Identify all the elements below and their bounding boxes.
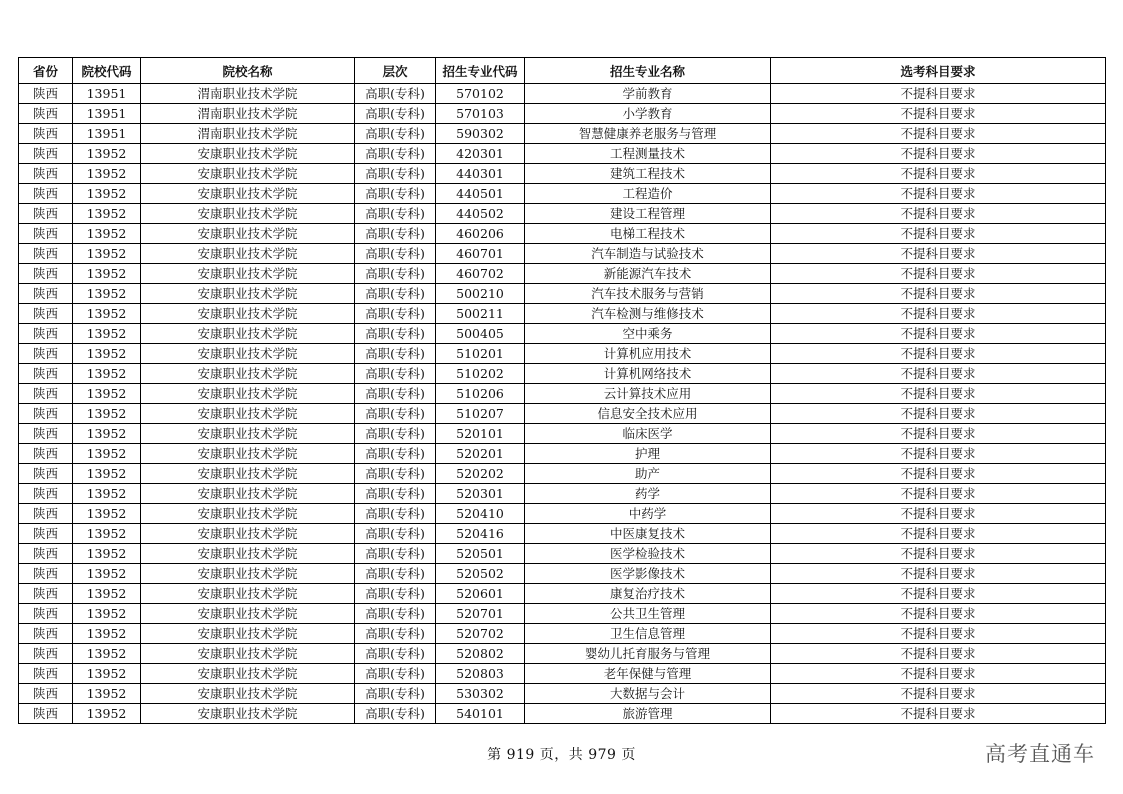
cell-school-code: 13952 [73, 664, 141, 684]
cell-school-name: 安康职业技术学院 [141, 464, 355, 484]
cell-major-code: 590302 [436, 124, 525, 144]
cell-major-code: 520201 [436, 444, 525, 464]
cell-level: 高职(专科) [355, 564, 436, 584]
cell-subject-requirement: 不提科目要求 [771, 264, 1106, 284]
cell-school-code: 13952 [73, 284, 141, 304]
cell-school-code: 13952 [73, 344, 141, 364]
cell-school-name: 安康职业技术学院 [141, 284, 355, 304]
cell-major-name: 医学检验技术 [525, 544, 771, 564]
cell-major-code: 520702 [436, 624, 525, 644]
cell-school-name: 安康职业技术学院 [141, 604, 355, 624]
cell-school-name: 安康职业技术学院 [141, 504, 355, 524]
cell-major-code: 520502 [436, 564, 525, 584]
table-row [19, 564, 1106, 584]
cell-subject-requirement: 不提科目要求 [771, 664, 1106, 684]
cell-subject-requirement: 不提科目要求 [771, 404, 1106, 424]
cell-major-name: 婴幼儿托育服务与管理 [525, 644, 771, 664]
cell-major-name: 中医康复技术 [525, 524, 771, 544]
cell-school-code: 13952 [73, 184, 141, 204]
cell-level: 高职(专科) [355, 684, 436, 704]
cell-subject-requirement: 不提科目要求 [771, 464, 1106, 484]
cell-major-name: 老年保健与管理 [525, 664, 771, 684]
table-row [19, 604, 1106, 624]
cell-major-name: 康复治疗技术 [525, 584, 771, 604]
cell-school-code: 13952 [73, 464, 141, 484]
cell-major-code: 530302 [436, 684, 525, 704]
cell-major-name: 信息安全技术应用 [525, 404, 771, 424]
cell-major-name: 药学 [525, 484, 771, 504]
cell-level: 高职(专科) [355, 624, 436, 644]
cell-major-name: 大数据与会计 [525, 684, 771, 704]
cell-school-name: 安康职业技术学院 [141, 484, 355, 504]
cell-major-name: 汽车制造与试验技术 [525, 244, 771, 264]
header-major-name: 招生专业名称 [525, 58, 771, 84]
cell-level: 高职(专科) [355, 364, 436, 384]
cell-level: 高职(专科) [355, 184, 436, 204]
cell-level: 高职(专科) [355, 164, 436, 184]
cell-province: 陕西 [19, 304, 73, 324]
table-row [19, 544, 1106, 564]
admissions-table [18, 57, 1106, 724]
cell-subject-requirement: 不提科目要求 [771, 544, 1106, 564]
table-row [19, 664, 1106, 684]
cell-major-name: 智慧健康养老服务与管理 [525, 124, 771, 144]
cell-province: 陕西 [19, 244, 73, 264]
table-row [19, 464, 1106, 484]
cell-subject-requirement: 不提科目要求 [771, 504, 1106, 524]
cell-province: 陕西 [19, 124, 73, 144]
cell-level: 高职(专科) [355, 304, 436, 324]
table-row [19, 364, 1106, 384]
cell-school-code: 13952 [73, 324, 141, 344]
cell-major-code: 460206 [436, 224, 525, 244]
cell-school-code: 13952 [73, 424, 141, 444]
cell-major-name: 工程测量技术 [525, 144, 771, 164]
cell-subject-requirement: 不提科目要求 [771, 644, 1106, 664]
cell-province: 陕西 [19, 344, 73, 364]
cell-level: 高职(专科) [355, 504, 436, 524]
cell-province: 陕西 [19, 164, 73, 184]
cell-level: 高职(专科) [355, 664, 436, 684]
cell-school-name: 安康职业技术学院 [141, 564, 355, 584]
cell-major-code: 520501 [436, 544, 525, 564]
cell-major-code: 520101 [436, 424, 525, 444]
cell-province: 陕西 [19, 604, 73, 624]
cell-school-code: 13952 [73, 224, 141, 244]
cell-province: 陕西 [19, 544, 73, 564]
cell-level: 高职(专科) [355, 524, 436, 544]
cell-school-code: 13952 [73, 524, 141, 544]
table-row [19, 164, 1106, 184]
table-row [19, 504, 1106, 524]
cell-school-name: 安康职业技术学院 [141, 444, 355, 464]
cell-major-name: 助产 [525, 464, 771, 484]
cell-major-code: 510206 [436, 384, 525, 404]
cell-school-name: 安康职业技术学院 [141, 264, 355, 284]
cell-major-code: 510201 [436, 344, 525, 364]
cell-major-code: 520416 [436, 524, 525, 544]
cell-major-code: 510207 [436, 404, 525, 424]
cell-province: 陕西 [19, 464, 73, 484]
cell-level: 高职(专科) [355, 424, 436, 444]
cell-major-name: 电梯工程技术 [525, 224, 771, 244]
table-row [19, 344, 1106, 364]
cell-school-name: 安康职业技术学院 [141, 544, 355, 564]
cell-school-code: 13952 [73, 264, 141, 284]
cell-province: 陕西 [19, 84, 73, 104]
cell-major-code: 440301 [436, 164, 525, 184]
cell-level: 高职(专科) [355, 704, 436, 724]
cell-province: 陕西 [19, 484, 73, 504]
cell-school-name: 安康职业技术学院 [141, 524, 355, 544]
cell-province: 陕西 [19, 644, 73, 664]
table-row [19, 204, 1106, 224]
cell-school-code: 13952 [73, 644, 141, 664]
cell-subject-requirement: 不提科目要求 [771, 124, 1106, 144]
table-row [19, 244, 1106, 264]
cell-major-code: 540101 [436, 704, 525, 724]
cell-school-name: 安康职业技术学院 [141, 324, 355, 344]
cell-school-code: 13952 [73, 384, 141, 404]
cell-subject-requirement: 不提科目要求 [771, 604, 1106, 624]
cell-major-code: 570103 [436, 104, 525, 124]
header-province: 省份 [19, 58, 73, 84]
cell-major-name: 旅游管理 [525, 704, 771, 724]
cell-major-name: 医学影像技术 [525, 564, 771, 584]
table-row [19, 184, 1106, 204]
table-header-row [19, 58, 1106, 84]
cell-subject-requirement: 不提科目要求 [771, 84, 1106, 104]
cell-school-code: 13952 [73, 364, 141, 384]
header-subject-requirement: 选考科目要求 [771, 58, 1106, 84]
cell-province: 陕西 [19, 364, 73, 384]
cell-level: 高职(专科) [355, 584, 436, 604]
cell-major-name: 中药学 [525, 504, 771, 524]
table-body [19, 84, 1106, 724]
cell-school-code: 13952 [73, 244, 141, 264]
cell-school-name: 安康职业技术学院 [141, 684, 355, 704]
cell-major-name: 护理 [525, 444, 771, 464]
table-row [19, 264, 1106, 284]
cell-school-name: 安康职业技术学院 [141, 344, 355, 364]
table-row [19, 224, 1106, 244]
cell-subject-requirement: 不提科目要求 [771, 684, 1106, 704]
cell-school-code: 13952 [73, 404, 141, 424]
header-school-name: 院校名称 [141, 58, 355, 84]
cell-school-code: 13951 [73, 104, 141, 124]
cell-level: 高职(专科) [355, 544, 436, 564]
cell-school-code: 13952 [73, 684, 141, 704]
table-row [19, 584, 1106, 604]
cell-province: 陕西 [19, 404, 73, 424]
cell-province: 陕西 [19, 184, 73, 204]
cell-subject-requirement: 不提科目要求 [771, 444, 1106, 464]
cell-major-name: 新能源汽车技术 [525, 264, 771, 284]
cell-level: 高职(专科) [355, 84, 436, 104]
cell-major-code: 520701 [436, 604, 525, 624]
cell-level: 高职(专科) [355, 324, 436, 344]
cell-subject-requirement: 不提科目要求 [771, 364, 1106, 384]
cell-major-code: 520802 [436, 644, 525, 664]
cell-province: 陕西 [19, 624, 73, 644]
cell-major-name: 计算机应用技术 [525, 344, 771, 364]
cell-school-name: 渭南职业技术学院 [141, 84, 355, 104]
table-row [19, 624, 1106, 644]
cell-major-code: 460701 [436, 244, 525, 264]
cell-school-name: 安康职业技术学院 [141, 384, 355, 404]
cell-school-code: 13952 [73, 504, 141, 524]
cell-major-name: 建筑工程技术 [525, 164, 771, 184]
cell-school-code: 13951 [73, 84, 141, 104]
cell-subject-requirement: 不提科目要求 [771, 104, 1106, 124]
cell-province: 陕西 [19, 684, 73, 704]
cell-major-code: 510202 [436, 364, 525, 384]
cell-level: 高职(专科) [355, 264, 436, 284]
cell-level: 高职(专科) [355, 284, 436, 304]
table-row [19, 84, 1106, 104]
cell-level: 高职(专科) [355, 224, 436, 244]
cell-subject-requirement: 不提科目要求 [771, 564, 1106, 584]
table-row [19, 324, 1106, 344]
cell-major-name: 工程造价 [525, 184, 771, 204]
cell-province: 陕西 [19, 204, 73, 224]
cell-major-name: 计算机网络技术 [525, 364, 771, 384]
cell-school-name: 安康职业技术学院 [141, 364, 355, 384]
cell-level: 高职(专科) [355, 464, 436, 484]
table-row [19, 704, 1106, 724]
cell-major-name: 云计算技术应用 [525, 384, 771, 404]
cell-school-code: 13951 [73, 124, 141, 144]
cell-school-name: 渭南职业技术学院 [141, 104, 355, 124]
cell-province: 陕西 [19, 104, 73, 124]
cell-school-code: 13952 [73, 164, 141, 184]
page-number: 第 919 页，共 979 页 [487, 747, 636, 763]
cell-major-code: 520202 [436, 464, 525, 484]
table-row [19, 444, 1106, 464]
cell-major-name: 建设工程管理 [525, 204, 771, 224]
cell-school-name: 安康职业技术学院 [141, 584, 355, 604]
table-row [19, 524, 1106, 544]
cell-major-code: 500211 [436, 304, 525, 324]
cell-major-code: 500405 [436, 324, 525, 344]
cell-province: 陕西 [19, 424, 73, 444]
cell-major-code: 460702 [436, 264, 525, 284]
cell-school-code: 13952 [73, 484, 141, 504]
table-row [19, 384, 1106, 404]
cell-level: 高职(专科) [355, 124, 436, 144]
cell-subject-requirement: 不提科目要求 [771, 704, 1106, 724]
cell-school-code: 13952 [73, 604, 141, 624]
cell-province: 陕西 [19, 224, 73, 244]
watermark-text: 高考直通车 [985, 742, 1095, 766]
cell-province: 陕西 [19, 504, 73, 524]
cell-school-name: 安康职业技术学院 [141, 224, 355, 244]
cell-major-name: 学前教育 [525, 84, 771, 104]
table-row [19, 684, 1106, 704]
table-row [19, 404, 1106, 424]
table-row [19, 144, 1106, 164]
cell-subject-requirement: 不提科目要求 [771, 384, 1106, 404]
cell-subject-requirement: 不提科目要求 [771, 204, 1106, 224]
cell-province: 陕西 [19, 324, 73, 344]
cell-major-code: 500210 [436, 284, 525, 304]
cell-level: 高职(专科) [355, 384, 436, 404]
cell-major-code: 520803 [436, 664, 525, 684]
cell-level: 高职(专科) [355, 444, 436, 464]
cell-major-code: 440502 [436, 204, 525, 224]
cell-subject-requirement: 不提科目要求 [771, 144, 1106, 164]
cell-subject-requirement: 不提科目要求 [771, 224, 1106, 244]
cell-major-name: 空中乘务 [525, 324, 771, 344]
cell-school-code: 13952 [73, 704, 141, 724]
cell-province: 陕西 [19, 584, 73, 604]
cell-major-code: 420301 [436, 144, 525, 164]
table-row [19, 124, 1106, 144]
cell-school-code: 13952 [73, 144, 141, 164]
cell-school-code: 13952 [73, 304, 141, 324]
cell-school-name: 安康职业技术学院 [141, 664, 355, 684]
cell-subject-requirement: 不提科目要求 [771, 164, 1106, 184]
cell-province: 陕西 [19, 284, 73, 304]
table-row [19, 484, 1106, 504]
cell-province: 陕西 [19, 564, 73, 584]
cell-major-code: 520410 [436, 504, 525, 524]
cell-major-name: 汽车检测与维修技术 [525, 304, 771, 324]
cell-province: 陕西 [19, 664, 73, 684]
table-row [19, 644, 1106, 664]
cell-school-name: 安康职业技术学院 [141, 704, 355, 724]
cell-school-name: 安康职业技术学院 [141, 244, 355, 264]
cell-subject-requirement: 不提科目要求 [771, 624, 1106, 644]
cell-school-name: 安康职业技术学院 [141, 184, 355, 204]
cell-school-name: 安康职业技术学院 [141, 304, 355, 324]
cell-school-code: 13952 [73, 584, 141, 604]
cell-school-name: 安康职业技术学院 [141, 624, 355, 644]
cell-subject-requirement: 不提科目要求 [771, 244, 1106, 264]
cell-level: 高职(专科) [355, 484, 436, 504]
cell-province: 陕西 [19, 384, 73, 404]
cell-major-name: 小学教育 [525, 104, 771, 124]
cell-school-code: 13952 [73, 444, 141, 464]
cell-level: 高职(专科) [355, 644, 436, 664]
table-row [19, 284, 1106, 304]
cell-major-code: 520301 [436, 484, 525, 504]
cell-level: 高职(专科) [355, 104, 436, 124]
cell-major-name: 卫生信息管理 [525, 624, 771, 644]
cell-major-name: 临床医学 [525, 424, 771, 444]
cell-level: 高职(专科) [355, 604, 436, 624]
cell-province: 陕西 [19, 524, 73, 544]
cell-province: 陕西 [19, 144, 73, 164]
cell-major-name: 汽车技术服务与营销 [525, 284, 771, 304]
cell-major-code: 570102 [436, 84, 525, 104]
cell-school-name: 安康职业技术学院 [141, 404, 355, 424]
cell-subject-requirement: 不提科目要求 [771, 524, 1106, 544]
cell-subject-requirement: 不提科目要求 [771, 344, 1106, 364]
cell-school-name: 安康职业技术学院 [141, 204, 355, 224]
cell-subject-requirement: 不提科目要求 [771, 184, 1106, 204]
cell-subject-requirement: 不提科目要求 [771, 284, 1106, 304]
cell-subject-requirement: 不提科目要求 [771, 584, 1106, 604]
cell-level: 高职(专科) [355, 144, 436, 164]
cell-province: 陕西 [19, 264, 73, 284]
cell-province: 陕西 [19, 444, 73, 464]
table-row [19, 304, 1106, 324]
cell-school-name: 安康职业技术学院 [141, 164, 355, 184]
cell-school-code: 13952 [73, 204, 141, 224]
cell-province: 陕西 [19, 704, 73, 724]
table-row [19, 424, 1106, 444]
cell-subject-requirement: 不提科目要求 [771, 424, 1106, 444]
header-school-code: 院校代码 [73, 58, 141, 84]
cell-subject-requirement: 不提科目要求 [771, 324, 1106, 344]
cell-school-name: 安康职业技术学院 [141, 424, 355, 444]
cell-school-code: 13952 [73, 544, 141, 564]
header-level: 层次 [355, 58, 436, 84]
cell-school-name: 安康职业技术学院 [141, 144, 355, 164]
cell-major-name: 公共卫生管理 [525, 604, 771, 624]
cell-level: 高职(专科) [355, 244, 436, 264]
table-row [19, 104, 1106, 124]
cell-major-code: 520601 [436, 584, 525, 604]
cell-school-code: 13952 [73, 624, 141, 644]
cell-level: 高职(专科) [355, 204, 436, 224]
cell-school-name: 渭南职业技术学院 [141, 124, 355, 144]
cell-level: 高职(专科) [355, 404, 436, 424]
cell-major-code: 440501 [436, 184, 525, 204]
cell-level: 高职(专科) [355, 344, 436, 364]
cell-school-name: 安康职业技术学院 [141, 644, 355, 664]
cell-subject-requirement: 不提科目要求 [771, 484, 1106, 504]
header-major-code: 招生专业代码 [436, 58, 525, 84]
cell-school-code: 13952 [73, 564, 141, 584]
cell-subject-requirement: 不提科目要求 [771, 304, 1106, 324]
